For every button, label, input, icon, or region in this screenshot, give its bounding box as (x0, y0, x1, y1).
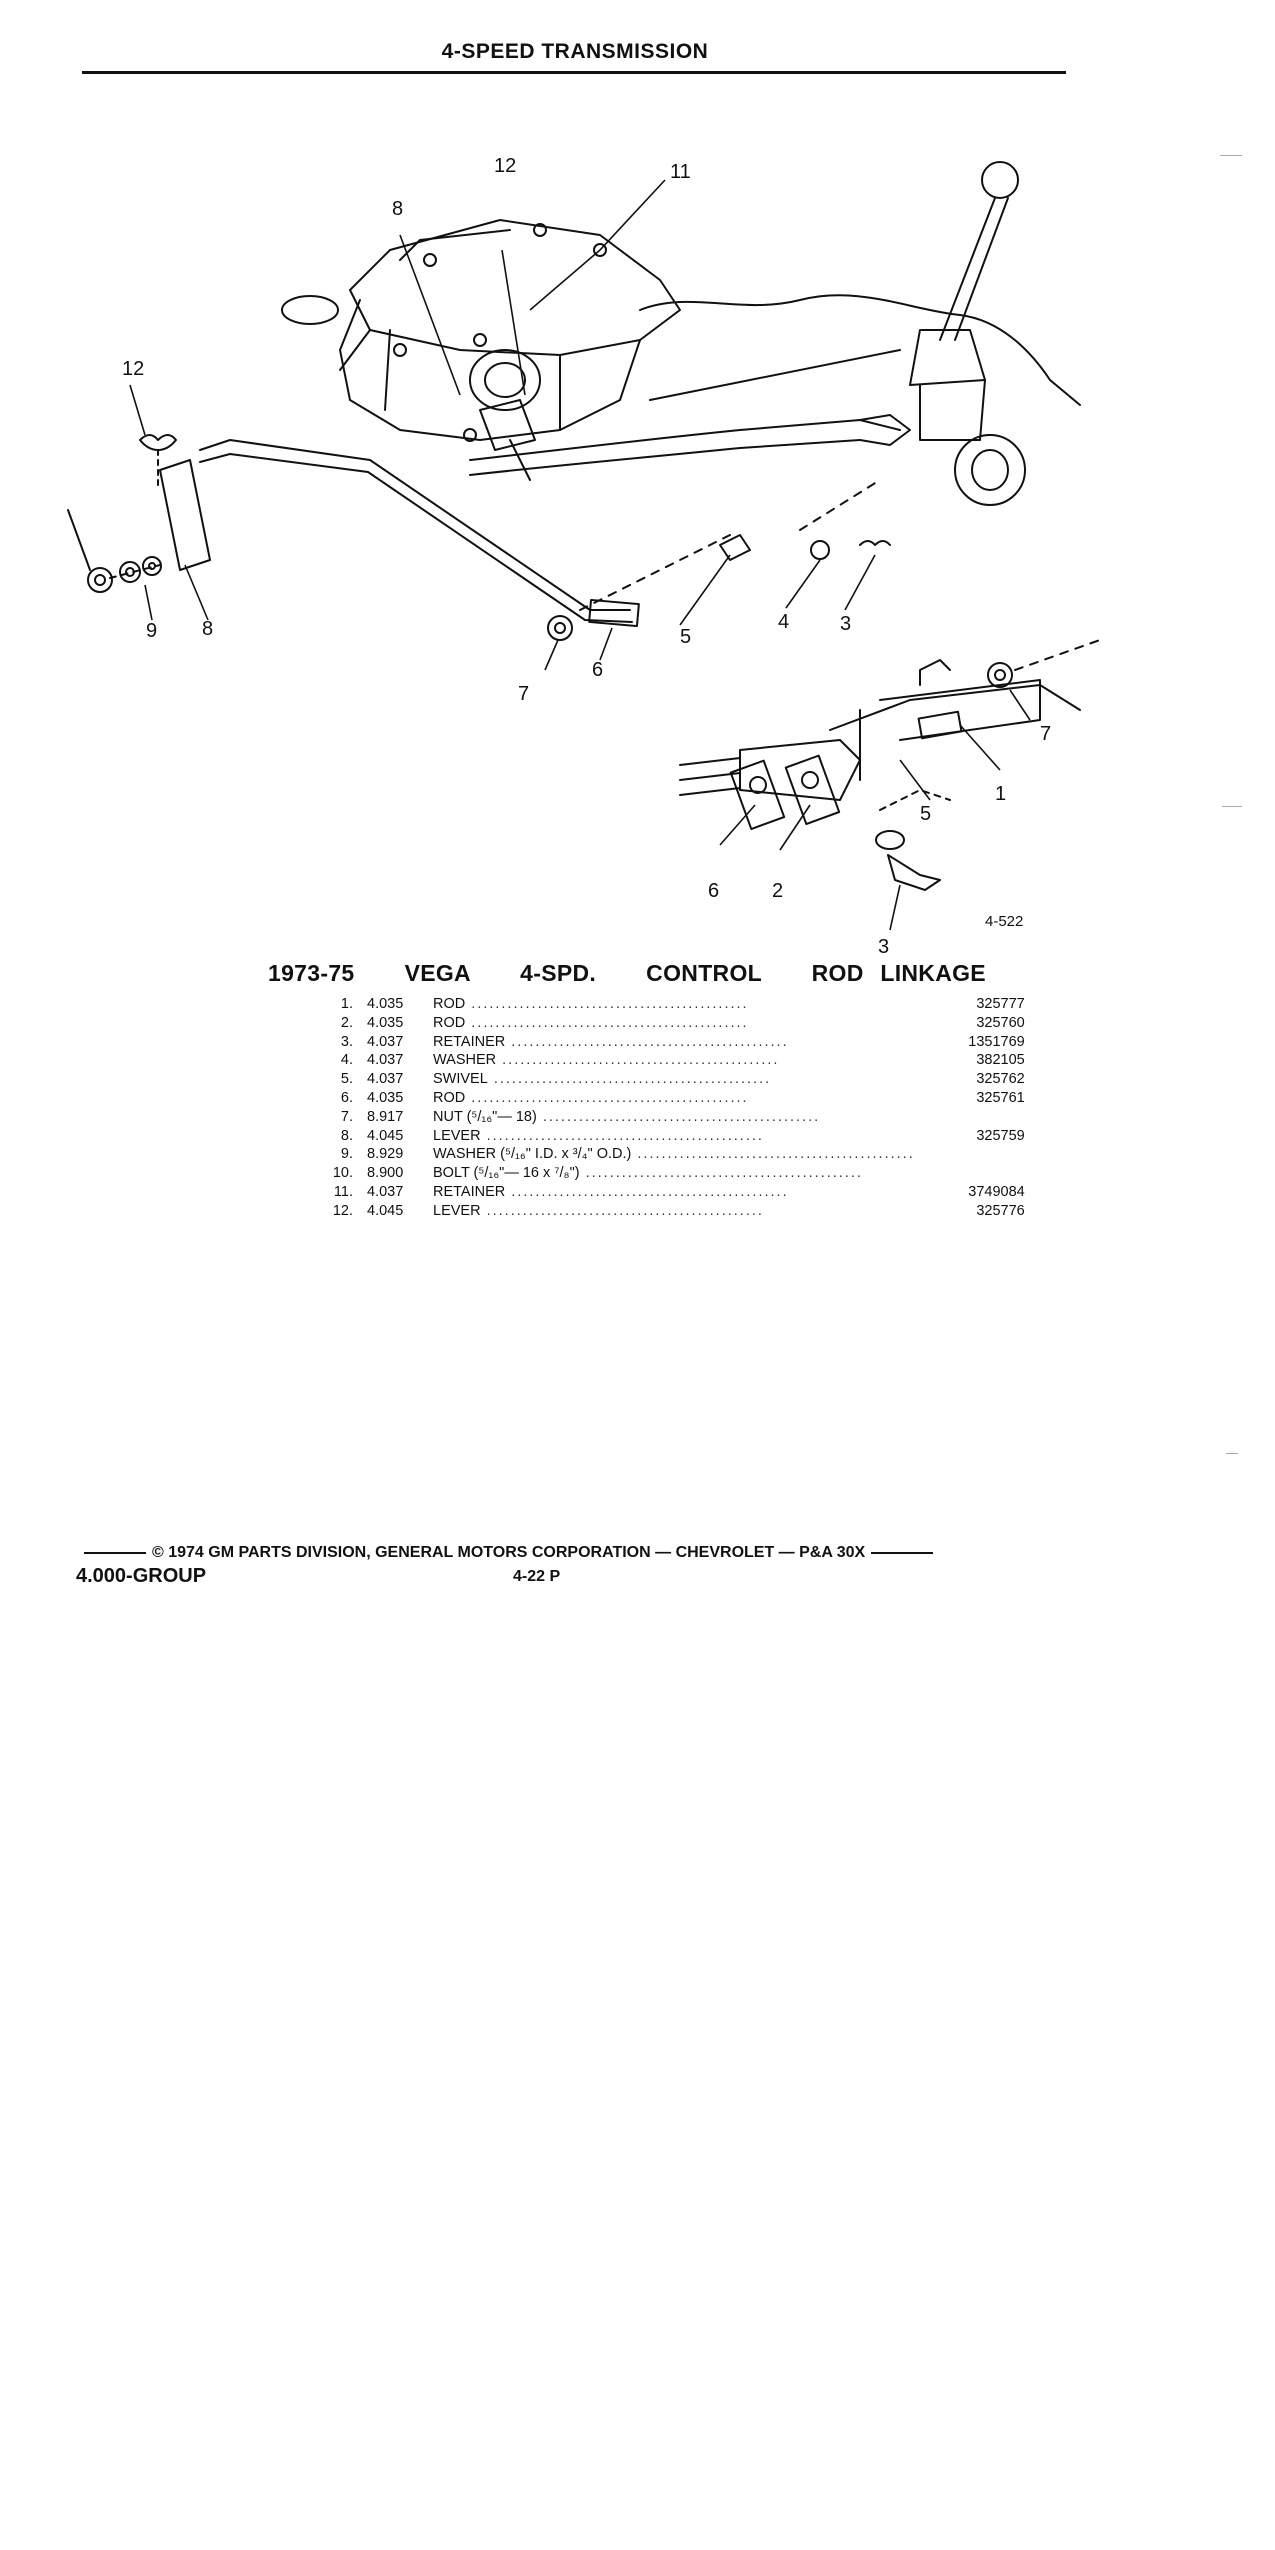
leader-dots: .............................................. (536, 1108, 821, 1125)
part-number: 325761 (976, 1089, 1025, 1106)
part-index: 12. (332, 1202, 353, 1219)
transmission-housing (282, 220, 680, 441)
part-name (433, 1051, 915, 1070)
part-number: 325762 (976, 1071, 1025, 1088)
lever-8 (160, 460, 210, 570)
figure-number: 4-522 (985, 913, 1024, 930)
leader-dots: .............................................. (487, 1071, 772, 1088)
leader-dots: .............................................. (465, 996, 749, 1012)
part-number: 3749084 (968, 1183, 1025, 1200)
callout-label: 12 (122, 358, 145, 380)
part-index: 9. (340, 1146, 353, 1163)
part-group-number: 4.037 (367, 1071, 404, 1088)
part-index: 5. (340, 1071, 353, 1088)
part-index: 11. (333, 1183, 353, 1200)
part-name-text: BOLT (⁵/₁₆"— 16 x ⁷/₈") (433, 1165, 580, 1182)
part-name-text: ROD (433, 996, 466, 1012)
part-name (433, 1202, 915, 1221)
parts-list (325, 995, 1025, 1221)
parts-row (325, 1108, 1025, 1127)
part-name (433, 1127, 915, 1146)
callout-label: 9 (146, 620, 158, 642)
leader-dots: .............................................. (465, 1014, 749, 1031)
retainer-12 (140, 435, 176, 450)
callout-label: 5 (680, 626, 692, 648)
callout-label: 11 (670, 161, 691, 183)
part-number: 325776 (976, 1202, 1025, 1219)
part-name (433, 1070, 915, 1089)
part-index: 3. (340, 1033, 353, 1050)
part-name-text: SWIVEL (433, 1071, 488, 1088)
lever-on-transmission (480, 400, 535, 450)
part-name (433, 1183, 915, 1202)
part-name (433, 1164, 915, 1183)
part-name (433, 1108, 915, 1127)
parts-row (325, 995, 1025, 1014)
parts-row (325, 1014, 1025, 1033)
callout-label: 8 (392, 198, 404, 220)
part-group-number: 4.035 (367, 1089, 404, 1106)
part-group-number: 8.929 (367, 1146, 404, 1163)
part-index: 7. (340, 1108, 353, 1125)
part-name-text: NUT (⁵/₁₆"— 18) (433, 1108, 537, 1125)
leader-dots: .............................................. (579, 1165, 863, 1182)
part-number: 325760 (976, 1014, 1025, 1031)
footer-page-number: 4-22 P (513, 1568, 561, 1585)
part-group-number: 4.037 (367, 1052, 404, 1069)
scan-edge-mark (1220, 155, 1242, 156)
part-name (433, 995, 915, 1014)
part-name-text: RETAINER (433, 1183, 506, 1200)
callout-label: 8 (202, 618, 214, 640)
part-group-number: 4.037 (367, 1183, 404, 1200)
parts-row (325, 1127, 1025, 1146)
callout-label: 5 (920, 803, 932, 825)
callout-label: 6 (708, 880, 720, 902)
leader-dots: .............................................. (505, 1033, 789, 1050)
part-index: 4. (340, 1052, 353, 1069)
part-group-number: 4.035 (367, 1014, 404, 1031)
part-group-number: 8.917 (367, 1108, 404, 1125)
parts-row (325, 1164, 1025, 1183)
part-index: 8. (340, 1127, 353, 1144)
callout-label: 3 (840, 613, 852, 635)
part-name (433, 1145, 915, 1164)
scan-edge-mark (1226, 1453, 1238, 1454)
part-number (915, 1145, 1025, 1164)
part-name (433, 1089, 915, 1108)
part-number: 382105 (976, 1052, 1025, 1069)
part-group-number: 4.045 (367, 1202, 404, 1219)
callout-label: 7 (518, 683, 530, 705)
footer-group: 4.000-GROUP (76, 1565, 207, 1587)
leader-dots: .............................................. (480, 1202, 764, 1219)
part-group-number: 4.035 (367, 996, 404, 1012)
footer-copyright: © 1974 GM PARTS DIVISION, GENERAL MOTORS CORPORATION — CHEVROLET — P&A 30X (152, 1544, 866, 1561)
parts-row (325, 1145, 1025, 1164)
callout-label: 7 (1040, 723, 1052, 745)
part-name-text: LEVER (433, 1202, 481, 1219)
callout-label: 1 (995, 783, 1007, 805)
leader-dots: .............................................. (505, 1183, 789, 1200)
parts-row (325, 1033, 1025, 1052)
footer-rule-left (84, 1552, 146, 1554)
footer-copyright-line (78, 1544, 939, 1562)
part-number: 325777 (976, 996, 1025, 1012)
callout-label: 2 (772, 880, 784, 902)
part-group-number: 4.045 (367, 1127, 404, 1144)
control-rod-linkage-diagram (40, 140, 1120, 960)
leader-dots: .............................................. (496, 1052, 780, 1069)
part-name-text: ROD (433, 1014, 466, 1031)
part-index: 1. (340, 996, 353, 1012)
callout-label: 12 (494, 155, 517, 177)
leader-dots: .............................................. (631, 1146, 915, 1163)
part-name (433, 1014, 915, 1033)
scan-edge-mark (1222, 806, 1242, 807)
parts-row (325, 1070, 1025, 1089)
part-index: 6. (340, 1089, 353, 1106)
parts-row (325, 1051, 1025, 1070)
part-index: 2. (340, 1014, 353, 1031)
parts-row (325, 1202, 1025, 1221)
part-number (915, 1108, 1025, 1127)
leader-dots: .............................................. (480, 1127, 764, 1144)
part-index: 10. (332, 1165, 353, 1182)
part-name-text: WASHER (⁵/₁₆" I.D. x ³/₄" O.D.) (433, 1146, 632, 1163)
part-group-number: 8.900 (367, 1165, 404, 1182)
parts-row (325, 1089, 1025, 1108)
part-name-text: LEVER (433, 1127, 481, 1144)
callout-label: 4 (778, 611, 790, 633)
part-group-number: 4.037 (367, 1033, 404, 1050)
section-title: 1973-75 VEGA 4-SPD. CONTROL ROD LINKAGE (268, 960, 986, 986)
part-name-text: WASHER (433, 1052, 497, 1069)
page-header-title: 4-SPEED TRANSMISSION (441, 40, 709, 63)
parts-row (325, 1183, 1025, 1202)
callout-label: 6 (592, 659, 604, 681)
callout-label: 3 (878, 936, 890, 958)
part-name-text: RETAINER (433, 1033, 506, 1050)
part-name-text: ROD (433, 1089, 466, 1106)
callout-labels (122, 155, 1051, 958)
part-name (433, 1033, 915, 1052)
detail-view (680, 640, 1100, 890)
header-rule (82, 71, 1066, 74)
footer-rule-right (871, 1552, 933, 1554)
leader-dots: .............................................. (465, 1089, 749, 1106)
part-number: 325759 (976, 1127, 1025, 1144)
rod-lower (470, 440, 860, 475)
part-number (915, 1164, 1025, 1183)
part-number: 1351769 (968, 1033, 1025, 1050)
